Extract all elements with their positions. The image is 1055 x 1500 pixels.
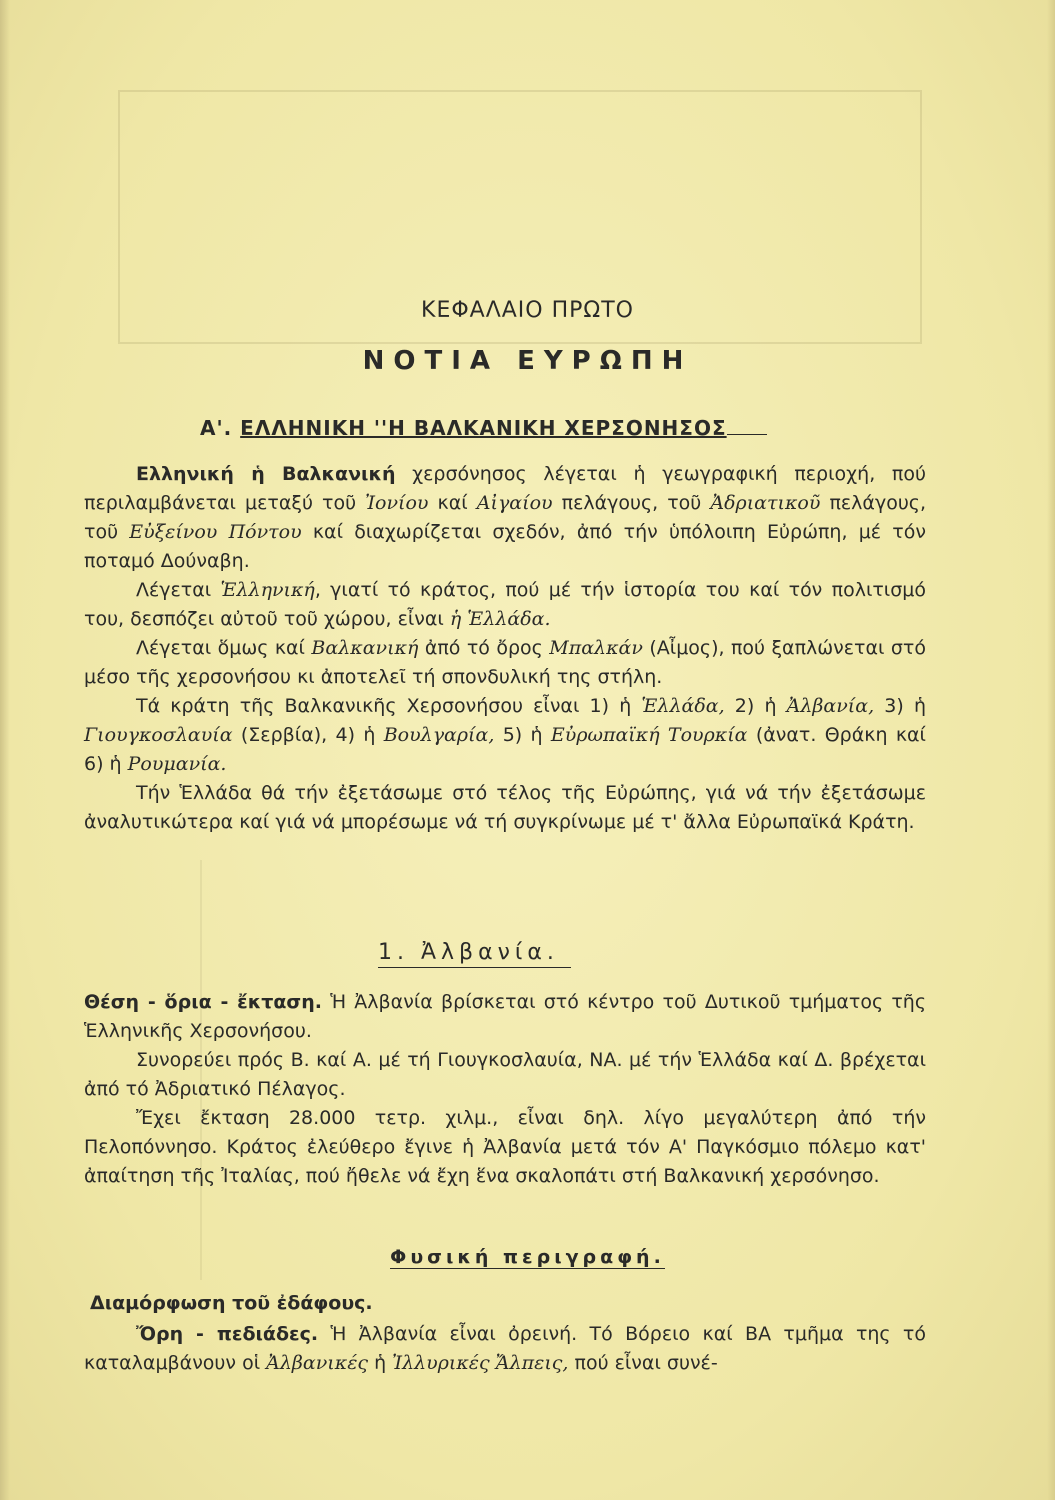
page-edge-shadow-right bbox=[1047, 0, 1055, 1500]
section-title-rule bbox=[727, 434, 767, 435]
section-prefix: Α'. bbox=[200, 416, 233, 440]
albania-text-block bbox=[84, 988, 926, 1191]
albania-paragraph-2: Συνορεύει πρός Β. καί Α. μέ τή Γιουγκοσλαυία, ΝΑ. μέ τήν Ἑλλάδα καί Δ. βρέχεται ἀπό τό Ἀδριατικό Πέλαγος. bbox=[84, 1049, 926, 1100]
page-edge-shadow-left bbox=[0, 0, 10, 1500]
region-title: ΝΟΤΙΑ ΕΥΡΩΠΗ bbox=[362, 346, 693, 376]
relief-paragraph: Ὄρη - πεδιάδες. Ἡ Ἀλβανία εἶναι ὀρεινή. Τό Βόρειο καί ΒΑ τμῆμα της τό καταλαμβάνουν οἱ Ἀλβανικές ἡ Ἰλλυρικές Ἄλπεις, πού εἶναι συνέ- bbox=[84, 1323, 926, 1374]
albania-heading: 1. Ἀλβανία. bbox=[378, 940, 571, 968]
intro-paragraph-2: Λέγεται Ἑλληνική, γιατί τό κράτος, πού μέ τήν ἱστορία του καί τόν πολιτισμό του, δεσπόζει αὐτοῦ τοῦ χώρου, εἶναι ἡ Ἑλλάδα. bbox=[84, 579, 926, 630]
physical-description-heading: Φυσική περιγραφή. bbox=[390, 1246, 665, 1268]
intro-paragraph-1: Ελληνική ἡ Βαλκανική χερσόνησος λέγεται ἡ γεωγραφική περιοχή, πού περιλαμβάνεται μεταξύ τοῦ Ἰονίου καί Αἰγαίου πελάγους, τοῦ Ἀδριατικοῦ πελάγους, τοῦ Εὐξείνου Πόντου καί διαχωρίζεται σχεδόν, ἀπό τήν ὑπόλοιπη Εὐρώπη, μέ τόν ποταμό Δούναβη. bbox=[84, 463, 927, 572]
intro-paragraph-4: Τά κράτη τῆς Βαλκανικῆς Χερσονήσου εἶναι 1) ἡ Ἑλλάδα, 2) ἡ Ἀλβανία, 3) ἡ Γιουγκοσλαυία (Σερβία), 4) ἡ Βουλγαρία, 5) ἡ Εὐρωπαϊκή Τουρκία (ἀνατ. Θράκη καί 6) ἡ Ρουμανία. bbox=[84, 695, 926, 775]
intro-text-block bbox=[84, 460, 926, 837]
section-title-text: ΕΛΛΗΝΙΚΗ ''Η ΒΑΛΚΑΝΙΚΗ ΧΕΡΣΟΝΗΣΟΣ bbox=[240, 416, 727, 440]
albania-paragraph-1: Θέση - ὅρια - ἔκταση. Ἡ Ἀλβανία βρίσκεται στό κέντρο τοῦ Δυτικοῦ τμήματος τῆς Ἑλληνικῆς Χερσονήσου. bbox=[84, 991, 926, 1042]
chapter-label: ΚΕΦΑΛΑΙΟ ΠΡΩΤΟ bbox=[421, 298, 634, 323]
albania-paragraph-3: Ἔχει ἔκταση 28.000 τετρ. χιλμ., εἶναι δηλ. λίγο μεγαλύτερη ἀπό τήν Πελοπόννησο. Κράτος ἐλεύθερο ἔγινε ἡ Ἀλβανία μετά τόν Α' Παγκόσμιο πόλεμο κατ' ἀπαίτηση τῆς Ἰταλίας, πού ἤθελε νά ἔχη ἕνα σκαλοπάτι στή Βαλκανική χερσόνησο. bbox=[84, 1107, 926, 1187]
section-title bbox=[200, 416, 767, 440]
relief-text-block bbox=[84, 1320, 926, 1378]
relief-heading: Διαμόρφωση τοῦ ἐδάφους. bbox=[90, 1292, 373, 1314]
intro-paragraph-3: Λέγεται ὅμως καί Βαλκανική ἀπό τό ὄρος Μπαλκάν (Αἶμος), πού ξαπλώνεται στό μέσο τῆς χερσονήσου κι ἀποτελεῖ τή σπονδυλική της στήλη. bbox=[84, 637, 926, 688]
intro-paragraph-5: Τήν Ἑλλάδα θά τήν ἐξετάσωμε στό τέλος τῆς Εὐρώπης, γιά νά τήν ἐξετάσωμε ἀναλυτικώτερα καί γιά νά μπορέσωμε νά τή συγκρίνωμε μέ τ' ἄλλα Εὐρωπαϊκά Κράτη. bbox=[84, 782, 926, 833]
